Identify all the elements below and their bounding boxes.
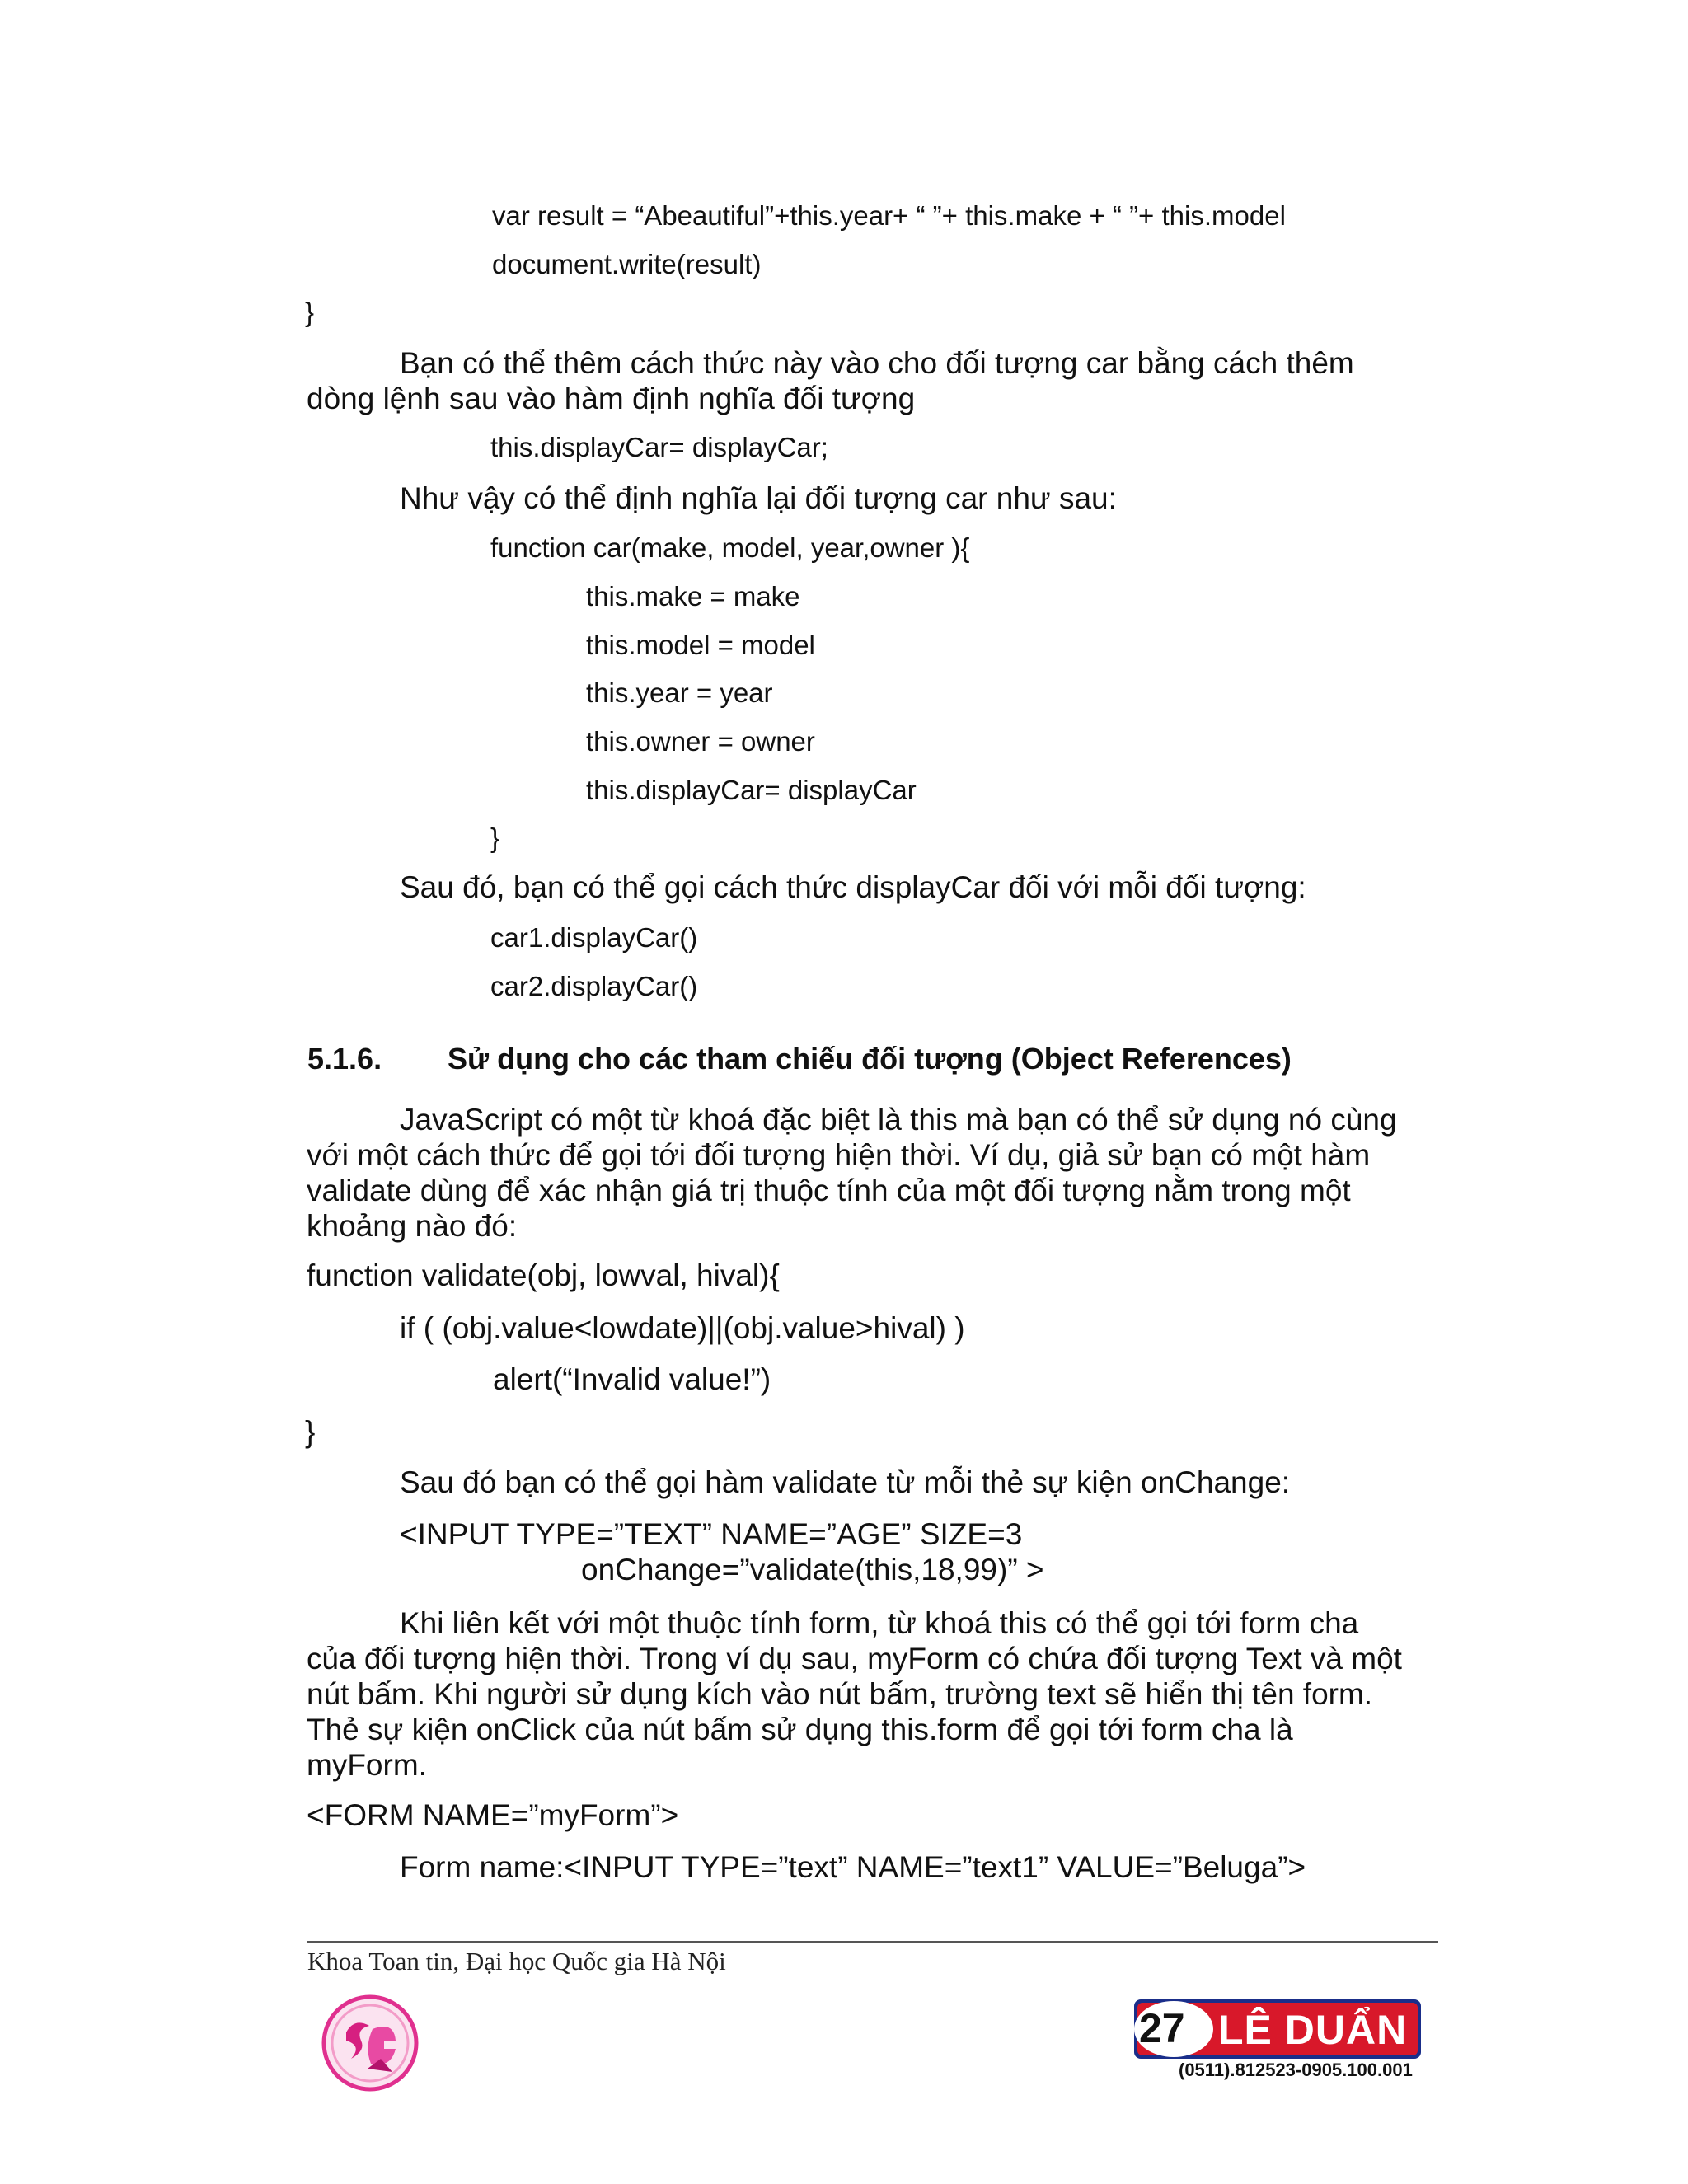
code-line: car2.displayCar()	[490, 971, 698, 1001]
sg-logo-icon	[320, 1993, 420, 2093]
code-line: <FORM NAME=”myForm”>	[307, 1798, 679, 1832]
logo-phone: (0511).812523-0905.100.001	[1179, 2060, 1413, 2080]
code-line: car1.displayCar()	[490, 922, 698, 953]
code-line: <INPUT TYPE=”TEXT” NAME=”AGE” SIZE=3	[400, 1517, 1023, 1551]
code-line: this.displayCar= displayCar	[586, 775, 917, 805]
code-line: function validate(obj, lowval, hival){	[307, 1258, 780, 1292]
code-line: this.owner = owner	[586, 726, 815, 757]
paragraph	[307, 1605, 1434, 1783]
code-line: this.model = model	[586, 630, 815, 660]
code-line: }	[305, 1415, 316, 1449]
paragraph-line: validate dùng để xác nhận giá trị thuộc tính của một đối tượng nằm trong một	[307, 1174, 1351, 1207]
paragraph	[307, 345, 1434, 416]
code-line: if ( (obj.value<lowdate)||(obj.value>hival) )	[400, 1311, 965, 1345]
code-line: this.displayCar= displayCar;	[490, 432, 828, 462]
paragraph-line: myForm.	[307, 1748, 427, 1782]
code-line: function car(make, model, year,owner ){	[490, 532, 970, 563]
code-line: Form name:<INPUT TYPE=”text” NAME=”text1” VALUE=”Beluga”>	[400, 1850, 1306, 1884]
logo-number: 27	[1139, 2005, 1185, 2051]
section-heading	[307, 1041, 1292, 1077]
paragraph: Như vậy có thể định nghĩa lại đối tượng car như sau:	[400, 481, 1117, 515]
code-line: alert(“Invalid value!”)	[493, 1362, 771, 1396]
paragraph-line: JavaScript có một từ khoá đặc biệt là this mà bạn có thể sử dụng nó cùng	[400, 1103, 1397, 1137]
paragraph-line: nút bấm. Khi người sử dụng kích vào nút bấm, trường text sẽ hiển thị tên form.	[307, 1677, 1373, 1711]
paragraph-line: với một cách thức để gọi tới đối tượng hiện thời. Ví dụ, giả sử bạn có một hàm	[307, 1138, 1371, 1172]
code-line: document.write(result)	[492, 249, 762, 279]
paragraph-line: khoảng nào đó:	[307, 1209, 518, 1243]
paragraph-line: Thẻ sự kiện onClick của nút bấm sử dụng this.form để gọi tới form cha là	[307, 1713, 1293, 1746]
code-line: this.make = make	[586, 581, 800, 612]
footer-text: Khoa Toan tin, Đại học Quốc gia Hà Nội	[307, 1947, 726, 1975]
le-duan-logo	[1132, 1996, 1423, 2085]
paragraph-line: của đối tượng hiện thời. Trong ví dụ sau, myForm có chứa đối tượng Text và một	[307, 1642, 1402, 1675]
section-number: 5.1.6.	[307, 1042, 382, 1076]
paragraph-line: dòng lệnh sau vào hàm định nghĩa đối tượng	[307, 382, 916, 415]
code-line: }	[490, 823, 500, 853]
footer-divider	[307, 1941, 1438, 1943]
logo-street: LÊ DUẨN	[1218, 2007, 1408, 2053]
paragraph	[307, 1102, 1434, 1244]
code-line: this.year = year	[586, 677, 773, 708]
paragraph-line: Bạn có thể thêm cách thức này vào cho đối tượng car bằng cách thêm	[400, 346, 1354, 380]
paragraph-line: Khi liên kết với một thuộc tính form, từ khoá this có thể gọi tới form cha	[400, 1606, 1359, 1640]
code-line: onChange=”validate(this,18,99)” >	[581, 1553, 1044, 1586]
paragraph: Sau đó bạn có thể gọi hàm validate từ mỗi thẻ sự kiện onChange:	[400, 1465, 1291, 1499]
code-line: var result = “Abeautiful”+this.year+ “ ”+ this.make + “ ”+ this.model	[492, 200, 1286, 231]
paragraph: Sau đó, bạn có thể gọi cách thức displayCar đối với mỗi đối tượng:	[400, 870, 1306, 904]
code-line: }	[305, 297, 315, 327]
section-title: Sử dụng cho các tham chiếu đối tượng (Object References)	[448, 1042, 1292, 1076]
